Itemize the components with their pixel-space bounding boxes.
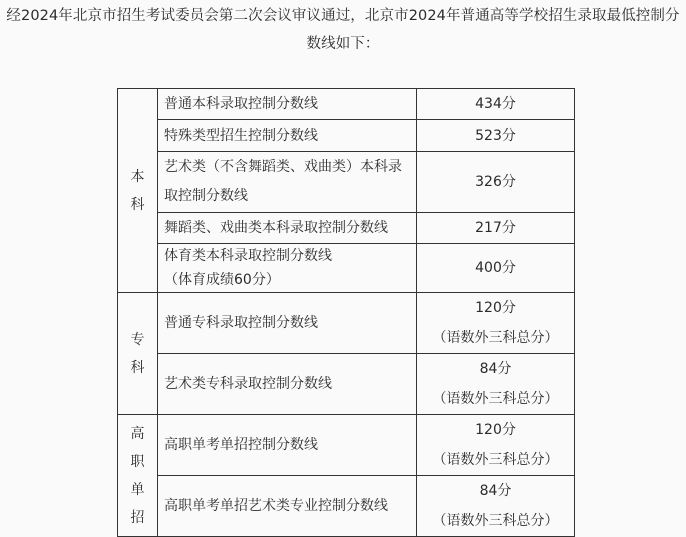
- row-value: 217分: [417, 213, 575, 244]
- row-item: 体育类本科录取控制分数线 （体育成绩60分）: [158, 244, 417, 293]
- intro-line-1: 经2024年北京市招生考试委员会第二次会议审议通过，北京市2024年普通高等学校招生录取最低控制分: [6, 8, 680, 24]
- category-gaozhi: 高 职 单 招: [118, 415, 158, 537]
- intro-paragraph: [0, 2, 686, 58]
- row-item: 高职单考单招艺术类专业控制分数线: [158, 476, 417, 537]
- row-value-note: （语数外三科总分）: [432, 391, 559, 407]
- table-row: [118, 120, 575, 152]
- row-item: 普通专科录取控制分数线: [158, 293, 417, 354]
- row-value: 326分: [417, 152, 575, 213]
- intro-line-2: 数线如下：: [306, 36, 380, 52]
- table-row: [118, 213, 575, 244]
- category-benke: 本 科: [118, 89, 158, 293]
- row-item: 普通本科录取控制分数线: [158, 89, 417, 120]
- table-row: [118, 354, 575, 415]
- table-row: [118, 415, 575, 476]
- table-row: [118, 244, 575, 293]
- row-value: 400分: [417, 244, 575, 293]
- row-item: 艺术类（不含舞蹈类、戏曲类）本科录取控制分数线: [158, 152, 417, 213]
- row-item: 特殊类型招生控制分数线: [158, 120, 417, 152]
- row-value-note: （语数外三科总分）: [432, 452, 559, 468]
- row-item: 艺术类专科录取控制分数线: [158, 354, 417, 415]
- row-value-note: （语数外三科总分）: [432, 513, 559, 529]
- row-value: 120分 （语数外三科总分）: [417, 415, 575, 476]
- table-row: [118, 293, 575, 354]
- row-value: 523分: [417, 120, 575, 152]
- row-value: 434分: [417, 89, 575, 120]
- score-table: [117, 88, 575, 537]
- row-item: 高职单考单招控制分数线: [158, 415, 417, 476]
- row-item: 舞蹈类、戏曲类本科录取控制分数线: [158, 213, 417, 244]
- row-value: 120分 （语数外三科总分）: [417, 293, 575, 354]
- row-item-note: （体育成绩60分）: [164, 272, 280, 288]
- row-value-note: （语数外三科总分）: [432, 330, 559, 346]
- row-value: 84分 （语数外三科总分）: [417, 354, 575, 415]
- category-zhuanke: 专 科: [118, 293, 158, 415]
- row-value: 84分 （语数外三科总分）: [417, 476, 575, 537]
- table-row: [118, 476, 575, 537]
- table-row: [118, 152, 575, 213]
- table-row: [118, 89, 575, 120]
